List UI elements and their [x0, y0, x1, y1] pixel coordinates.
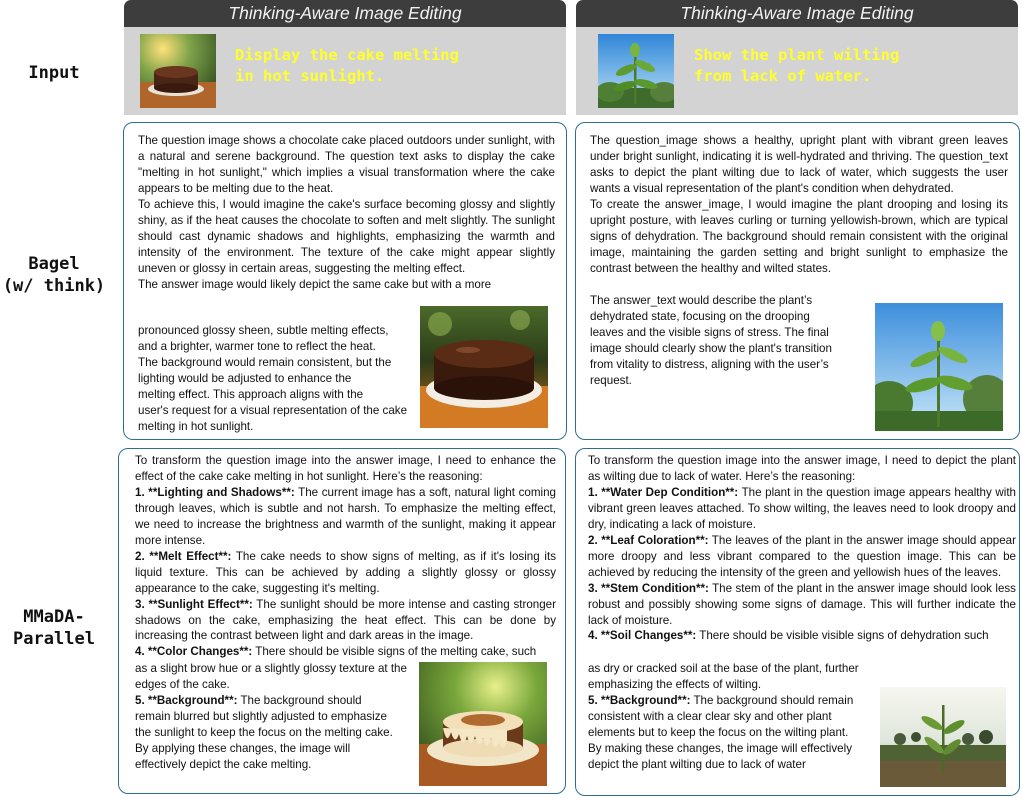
mmada-left-item1-label: 1. **Lighting and Shadows**: — [135, 485, 295, 499]
bagel-left-text-top — [138, 133, 555, 293]
mmada-left-text-bottom — [135, 661, 425, 773]
row-label-mmada — [0, 606, 108, 650]
bagel-left-text-bottom — [138, 323, 438, 435]
mmada-left-item1-text: The current image has a soft, natural light coming through leaves, which is subtle and not harsh. To emphasize the melting effect, we need to increase the brightness and warmth of the sunlight, making it appear more intense. — [135, 485, 556, 547]
input-instruction-right: Show the plant wilting from lack of water. — [694, 46, 900, 85]
bagel-plant-output-image — [875, 303, 1003, 431]
mmada-right-item3-label: 3. **Stem Condition**: — [588, 581, 709, 595]
row-label-input: Input — [28, 63, 80, 83]
mmada-right-item5-text: The background should remain — [690, 693, 854, 707]
mmada-card-left — [118, 448, 566, 794]
mmada-right-item4-line3: emphasizing the effects of wilting. — [588, 677, 762, 691]
mmada-left-line: effectively depict the cake melting. — [135, 757, 312, 771]
mmada-right-item1 — [588, 485, 1016, 533]
mmada-right-item3-text: The stem of the plant in the answer image should look less robust and possibly showing some signs of damage. This will further indicate the lack of moisture. — [588, 581, 1016, 627]
bagel-left-p1: The question image shows a chocolate cake placed outdoors under sunlight, with a natural and serene background. The question text asks to display the cake "melting in hot sunlight," which implies a visual transformation where the cake appears to be melting due to the heat. — [138, 134, 555, 195]
bagel-left-line: user's request for a visual representation of the cake — [138, 403, 408, 417]
bagel-right-line: from vitality to distress, aligning with the user’s — [590, 357, 829, 371]
mmada-left-item3-text: The sunlight should be more intense and casting stronger shadows on the cake, emphasizing the heat effect. This can be done by increasing the contrast between light and dark areas in the image. — [135, 597, 556, 643]
mmada-right-line: consistent with a clear clear sky and other plant — [588, 709, 832, 723]
bagel-right-line: dehydrated state, focusing on the drooping — [590, 309, 810, 323]
mmada-plant-output-image — [880, 687, 1006, 787]
mmada-right-item5 — [588, 693, 878, 709]
mmada-right-item5-label: 5. **Background**: — [588, 693, 691, 707]
mmada-right-intro: To transform the question image into the answer image, I need to depict the plant as wilting due to lack of water. Here’s the reasoning: — [588, 454, 1016, 483]
mmada-left-item4-label: 4. **Color Changes**: — [135, 645, 253, 659]
mmada-left-item2-text: The cake needs to show signs of melting, as if it's losing its liquid texture. This can be achieved by adding a slightly glossy or glossy appearance to the cake, suggesting it's melting. — [135, 549, 556, 595]
mmada-left-text-top — [135, 453, 556, 660]
mmada-left-line: the sunlight to keep the focus on the melting cake. — [135, 725, 393, 739]
mmada-right-line: depict the plant wilting due to lack of water — [588, 757, 806, 771]
mmada-right-item4-label: 4. **Soil Changes**: — [588, 629, 697, 643]
mmada-left-item5-label: 5. **Background**: — [135, 693, 238, 707]
mmada-right-item3 — [588, 581, 1016, 629]
bagel-left-line: melting in hot sunlight. — [138, 419, 254, 433]
mmada-left-item4-line3: edges of the cake. — [135, 677, 230, 691]
bagel-right-line: image should clearly show the plant's transition — [590, 341, 832, 355]
mmada-right-item2-text: The leaves of the plant in the answer image should appear more droopy and less vibrant compared to the question image. This can be achieved by reducing the intensity of the green and yellowish hues of the leaves. — [588, 533, 1016, 579]
mmada-left-line: By applying these changes, the image will — [135, 741, 351, 755]
row-label-mmada-line2: Parallel — [13, 629, 95, 649]
bagel-card-right — [575, 122, 1020, 440]
mmada-left-item4-text: There should be visible signs of the melting cake, such — [252, 645, 537, 659]
mmada-right-item2 — [588, 533, 1016, 581]
bagel-card-left — [123, 122, 567, 440]
bagel-left-line: pronounced glossy sheen, subtle melting effects, — [138, 324, 389, 337]
bagel-left-line: lighting would be adjusted to enhance the — [138, 371, 352, 385]
mmada-card-right — [575, 448, 1020, 796]
mmada-left-item4-line2: as a slight brow hue or a slightly glossy texture at the — [135, 662, 407, 675]
mmada-left-item4 — [135, 644, 556, 660]
bagel-right-line: leaves and the visible signs of stress. The final — [590, 325, 829, 339]
mmada-right-item4 — [588, 628, 1016, 644]
mmada-right-item4-line2: as dry or cracked soil at the base of the plant, further — [588, 662, 859, 675]
mmada-left-intro: To transform the question image into the answer image, I need to enhance the effect of the cake cake melting in hot sunlight. Here’s the reasoning: — [135, 454, 556, 483]
bagel-right-p1: The question_image shows a healthy, upright plant with vibrant green leaves under bright sunlight, indicating it is well-hydrated and thriving. The question_text asks to depict the plant wilting due to lack of water, which suggests the user wants a visual representation of the plant's condition when dehydrated. — [590, 134, 1008, 195]
bagel-cake-output-image — [420, 306, 548, 428]
mmada-right-text-bottom — [588, 661, 878, 773]
mmada-left-line: remain blurred but slightly adjusted to emphasize — [135, 709, 387, 723]
mmada-left-item2-label: 2. **Melt Effect**: — [135, 549, 232, 563]
mmada-right-text-top — [588, 453, 1016, 644]
mmada-right-line: elements but to keep the focus on the wilting plant. — [588, 725, 849, 739]
input-plant-image — [598, 34, 674, 108]
mmada-right-line: By making these changes, the image will effectively — [588, 741, 853, 755]
input-panel-right — [576, 27, 1018, 115]
mmada-left-item5 — [135, 693, 425, 709]
input-cake-image — [140, 34, 216, 108]
row-label-bagel-line2: (w/ think) — [2, 276, 106, 296]
mmada-cake-output-image — [419, 662, 547, 786]
bagel-left-p2: To achieve this, I would imagine the cake's surface becoming glossy and slightly shiny, as if the heat causes the chocolate to soften and melt slightly. The sunlight should cast dynamic shadows and highlights, emphasizing the warmth and intensity of the environment. The texture of the cake might appear slightly uneven or glossy in certain areas, suggesting the melting effect. — [138, 197, 555, 275]
row-label-bagel — [0, 253, 108, 297]
row-label-mmada-line1: MMaDA- — [23, 607, 85, 627]
bagel-right-text-bottom — [590, 293, 870, 389]
input-panel-left — [124, 27, 566, 115]
mmada-left-item3 — [135, 597, 556, 645]
input-instruction-left: Display the cake melting in hot sunlight. — [235, 46, 459, 85]
mmada-right-item2-label: 2. **Leaf Coloration**: — [588, 533, 709, 547]
bagel-right-text-top — [590, 133, 1008, 277]
mmada-right-item1-text: The plant in the question image appears healthy with vibrant green leaves attached. To show wilting, the leaves need to look droopy and dry, indicating a lack of moisture. — [588, 485, 1016, 531]
header-left: Thinking-Aware Image Editing — [124, 0, 566, 27]
row-label-bagel-line1: Bagel — [28, 254, 80, 274]
bagel-left-p3: The answer image would likely depict the same cake but with a more — [138, 277, 492, 291]
mmada-left-item1 — [135, 485, 556, 549]
mmada-left-item2 — [135, 549, 556, 597]
header-right: Thinking-Aware Image Editing — [576, 0, 1018, 27]
bagel-left-line: and a brighter, warmer tone to reflect the heat. — [138, 339, 376, 353]
bagel-left-line: The background would remain consistent, but the — [138, 355, 392, 369]
bagel-right-line: The answer_text would describe the plant’s — [590, 294, 813, 307]
mmada-right-item4-text: There should be visible visible signs of dehydration such — [696, 629, 989, 643]
bagel-right-p2: To create the answer_image, I would imagine the plant drooping and losing its upright posture, with leaves curling or turning yellowish-brown, which are typical signs of dehydration. The background should remain consistent with the original image, maintaining the garden setting and bright sunlight to emphasize the contrast between the healthy and wilted states. — [590, 197, 1008, 275]
mmada-left-item3-label: 3. **Sunlight Effect**: — [135, 597, 253, 611]
bagel-right-line: request. — [590, 373, 632, 387]
mmada-right-item1-label: 1. **Water Dep Condition**: — [588, 485, 739, 499]
mmada-left-item5-text: The background should — [237, 693, 362, 707]
bagel-left-line: melting effect. This approach aligns with the — [138, 387, 364, 401]
